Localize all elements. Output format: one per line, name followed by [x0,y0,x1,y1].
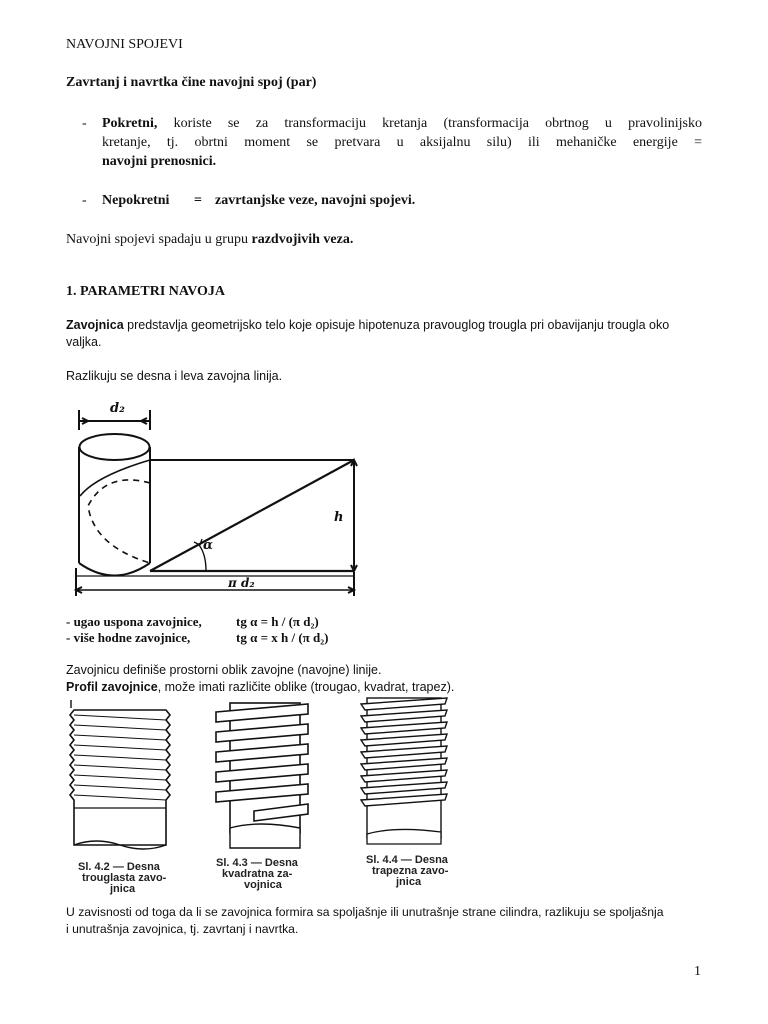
caption-4-4-line1: Sl. 4.4 — Desna [366,854,448,866]
group-sentence [66,231,353,249]
definise-text: Zavojnicu definiše prostorni oblik zavojne (navojne) linije. [66,663,382,677]
group-sentence-text: Navojni spojevi spadaju u grupu [66,232,248,247]
group-sentence-bold: razdvojivih veza. [251,232,354,247]
helix-figure [66,396,366,601]
bullet1-line3: navojni prenosnici. [102,154,217,169]
caption-4-3-line2: kvadratna za- [222,868,293,880]
bullet-dash-2: - [82,193,87,208]
formula-row-1 [66,614,202,630]
caption-4-4-line2: trapezna zavo- [372,865,449,877]
bullet1-line2: kretanje, tj. obrtni moment se pretvara u aksijalnu silu) ili mehaničke energije = [102,135,702,150]
bullet1-term: Pokretni, [102,116,158,131]
formula-2-expr: tg α = x h / (π d₂) [236,630,329,645]
formula-1-expr: tg α = h / (π d₂) [236,614,319,629]
final-line1: U zavisnosti od toga da li se zavojnica formira sa spoljašnje ili unutrašnje strane cilindra, razlikuju se spoljašnja [66,905,664,919]
formula-2-name: - više hodne zavojnice, [66,630,191,645]
zavojnica-paragraph [66,317,716,351]
final-line2: i unutrašnja zavojnica, tj. zavrtanj i navrtka. [66,922,299,936]
caption-4-2-line1: Sl. 4.2 — Desna [78,861,160,873]
label-d2: d₂ [110,401,125,416]
zavojnica-text: predstavlja geometrijsko telo koje opisuje hipotenuza pravouglog trougla pri obavijanju trougla oko [127,318,670,332]
profil-rest: , može imati različite oblike (trougao, kvadrat, trapez). [157,680,455,694]
razlikuju-text: Razlikuju se desna i leva zavojna linija. [66,369,283,383]
caption-4-4-line3: jnica [396,876,422,888]
label-alpha: α [203,538,214,553]
bullet-dash-1: - [82,116,87,131]
caption-4-3-line1: Sl. 4.3 — Desna [216,857,298,869]
zavojnica-term: Zavojnica [66,318,124,332]
caption-4-2-line2: trouglasta zavo- [82,872,167,884]
caption-4-4 [366,855,448,888]
zavojnica-line1 [66,317,716,334]
section-heading: 1. PARAMETRI NAVOJA [66,284,226,299]
caption-4-2 [78,862,166,895]
triangular-thread-figure [66,700,176,860]
formula-row-2 [66,630,190,646]
page-title: NAVOJNI SPOJEVI [66,37,183,52]
label-pi-d2: π d₂ [228,576,255,590]
bullet2-rest: zavrtanjske veze, navojni spojevi. [215,193,416,208]
square-thread-figure [208,698,318,860]
bullet1-line1 [102,115,702,133]
trapezoidal-thread-figure [355,694,455,854]
caption-4-3-line3: vojnica [244,879,282,891]
bullet1-text-1: koriste se za transformaciju kretanja (transformacija obrtnog u pravolinijsko [173,116,703,131]
zavojnica-line2: valjka. [66,335,102,349]
caption-4-2-line3: jnica [110,883,136,895]
profil-term: Profil zavojnice [66,680,158,694]
intro-heading: Zavrtanj i navrtka čine navojni spoj (par) [66,75,317,90]
bullet2-term: Nepokretni [102,193,170,208]
formula-1-name: - ugao uspona zavojnice, [66,614,202,629]
page-number: 1 [694,964,701,979]
final-paragraph [66,904,716,938]
label-h: h [334,510,344,525]
bullet2-eq: = [194,193,202,208]
caption-4-3 [216,858,298,891]
